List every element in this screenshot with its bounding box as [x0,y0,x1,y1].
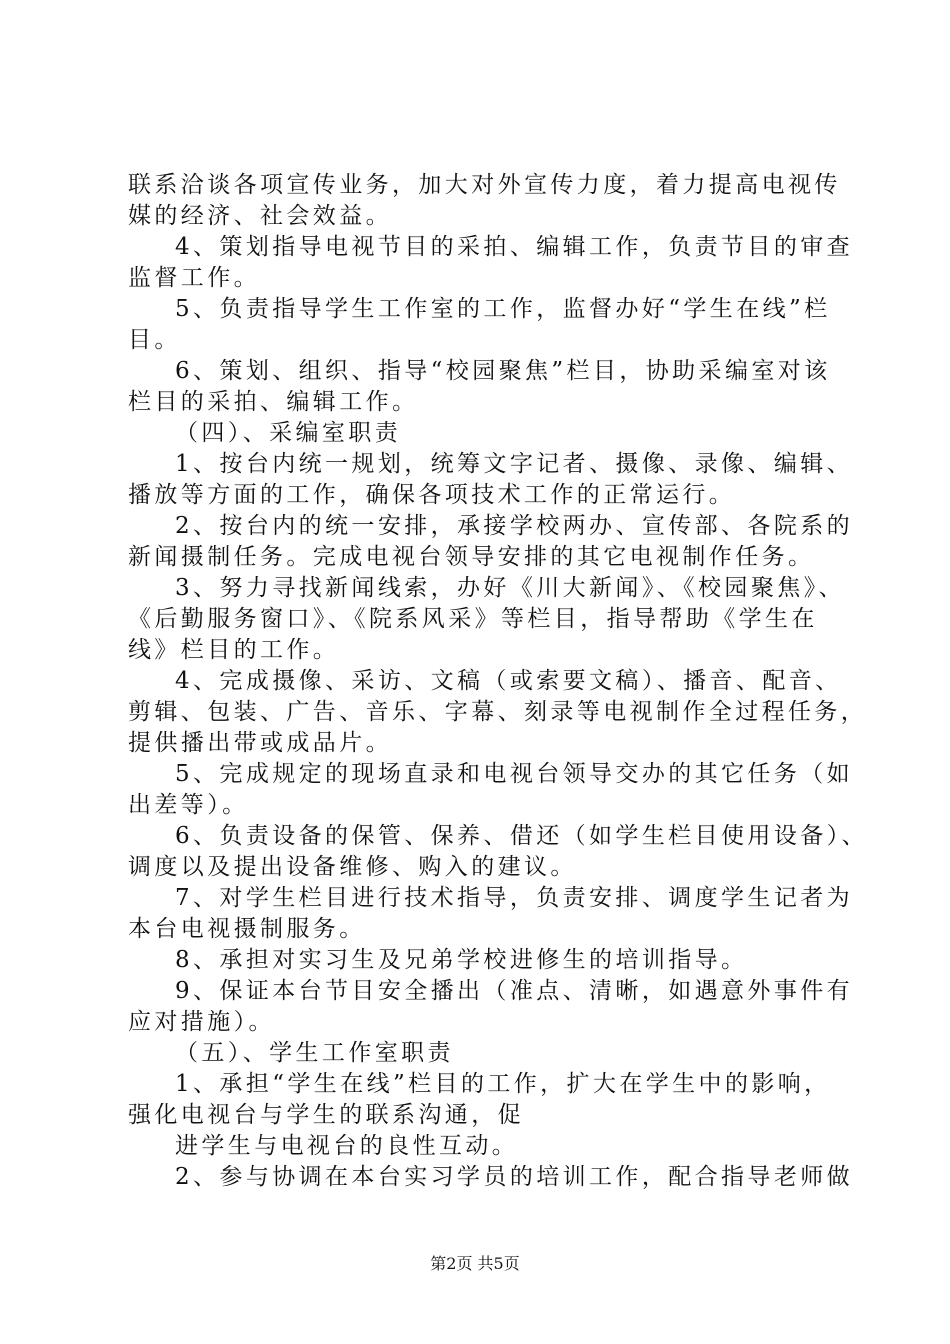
text-line: 《后勤服务窗口》、《院系风采》等栏目，指导帮助《学生在 [128,606,818,632]
text-line: 应对措施）。 [128,1009,275,1035]
text-line: 联系洽谈各项宣传业务，加大对外宣传力度，着力提高电视传 [128,172,841,198]
text-line: 6、负责设备的保管、保养、借还（如学生栏目使用设备）、 [175,823,868,849]
text-line: 2、按台内的统一安排，承接学校两办、宣传部、各院系的 [175,513,854,539]
text-line: 5、负责指导学生工作室的工作，监督办好“学生在线”栏 [175,296,831,322]
text-line: 6、策划、组织、指导“校园聚焦”栏目，协助采编室对该 [175,358,831,384]
page-footer: 第2页 共5页 [430,1254,520,1273]
document-body [128,170,868,1193]
text-line: 强化电视台与学生的联系沟通，促 [128,1102,524,1128]
text-line: 提供播出带或成品片。 [128,730,392,756]
text-line: 监督工作。 [128,265,260,291]
text-line: 1、按台内统一规划，统筹文字记者、摄像、录像、编辑、 [175,451,854,477]
text-line: 本台电视摄制服务。 [128,916,366,942]
text-line: 剪辑、包装、广告、音乐、字幕、刻录等电视制作全过程任务， [128,699,868,725]
text-line: 8、承担对实习生及兄弟学校进修生的培训指导。 [175,947,748,973]
section-heading: （五）、学生工作室职责 [175,1040,454,1066]
text-line: 出差等）。 [128,792,249,818]
text-line: 线》栏目的工作。 [128,637,340,663]
text-line: 调度以及提出设备维修、购入的建议。 [128,854,577,880]
text-line: 3、努力寻找新闻线索，办好《川大新闻》、《校园聚焦》、 [175,575,845,601]
text-line: 9、保证本台节目安全播出（准点、清晰，如遇意外事件有 [175,978,854,1004]
text-line: 4、策划指导电视节目的采拍、编辑工作，负责节目的审查 [175,234,854,260]
text-line: 5、完成规定的现场直录和电视台领导交办的其它任务（如 [175,761,854,787]
text-line: 播放等方面的工作，确保各项技术工作的正常运行。 [128,482,736,508]
text-line: 4、完成摄像、采访、文稿（或索要文稿）、播音、配音、 [175,668,842,694]
text-line: 进学生与电视台的良性互动。 [175,1133,519,1159]
text-line: 媒的经济、社会效益。 [128,203,392,229]
text-line: 栏目的采拍、编辑工作。 [128,389,419,415]
text-line: 2、参与协调在本台实习学员的培训工作，配合指导老师做 [175,1164,854,1190]
text-line: 新闻摄制任务。完成电视台领导安排的其它电视制作任务。 [128,544,815,570]
section-heading: （四）、采编室职责 [175,420,402,446]
text-line: 1、承担“学生在线”栏目的工作，扩大在学生中的影响， [175,1071,831,1097]
text-line: 目。 [128,327,181,353]
text-line: 7、对学生栏目进行技术指导，负责安排、调度学生记者为 [175,885,854,911]
